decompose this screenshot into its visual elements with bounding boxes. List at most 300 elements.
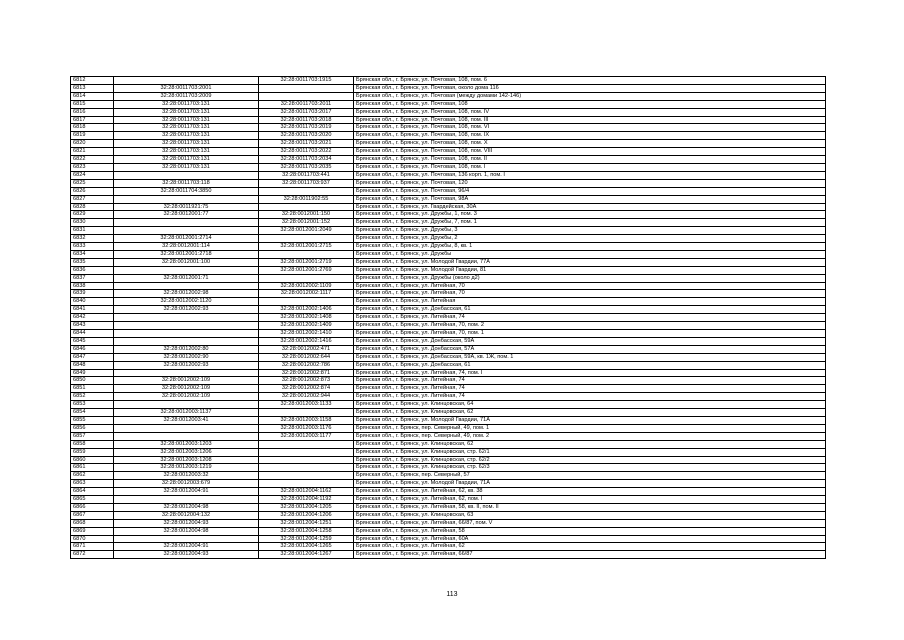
row-number-cell: 6849 (71, 369, 114, 377)
object-cadastral-cell: 32:28:0011703:2017 (259, 108, 354, 116)
object-cadastral-cell: 32:28:0011703:2022 (259, 148, 354, 156)
object-cadastral-cell (259, 203, 354, 211)
row-number-cell: 6828 (71, 203, 114, 211)
address-cell: Брянская обл., г. Брянск, ул. Литейная, 74, пом. I (354, 369, 826, 377)
row-number-cell: 6850 (71, 377, 114, 385)
row-number-cell: 6821 (71, 148, 114, 156)
object-cadastral-cell: 32:28:0012004:1205 (259, 503, 354, 511)
object-cadastral-cell: 32:28:0011703:2020 (259, 132, 354, 140)
land-plot-cadastral-cell: 32:28:0012001:71 (114, 274, 259, 282)
row-number-cell: 6865 (71, 496, 114, 504)
address-cell: Брянская обл., г. Брянск, пер. Северный, 49, пом. 2 (354, 432, 826, 440)
table-row (71, 171, 826, 179)
table-row (71, 361, 826, 369)
table-row (71, 203, 826, 211)
object-cadastral-cell: 32:28:0012003:1177 (259, 432, 354, 440)
row-number-cell: 6851 (71, 385, 114, 393)
object-cadastral-cell (259, 84, 354, 92)
address-cell: Брянская обл., г. Брянск, ул. Почтовая, 120 (354, 179, 826, 187)
address-cell: Брянская обл., г. Брянск, ул. Клинцовская, 62 (354, 409, 826, 417)
object-cadastral-cell: 32:28:0012004:1265 (259, 543, 354, 551)
row-number-cell: 6820 (71, 140, 114, 148)
address-cell: Брянская обл., г. Брянск, ул. Почтовая, 108, пом. 6 (354, 77, 826, 85)
row-number-cell: 6814 (71, 92, 114, 100)
object-cadastral-cell (259, 480, 354, 488)
address-cell: Брянская обл., г. Брянск, ул. Литейная, 62 (354, 543, 826, 551)
table-row (71, 519, 826, 527)
table-row (71, 77, 826, 85)
land-plot-cadastral-cell: 32:28:0011703:131 (114, 163, 259, 171)
address-cell: Брянская обл., г. Брянск, ул. Литейная, 70 (354, 290, 826, 298)
table-row (71, 282, 826, 290)
object-cadastral-cell: 32:28:0011703:1915 (259, 77, 354, 85)
address-cell: Брянская обл., г. Брянск, ул. Литейная, 74 (354, 393, 826, 401)
table-row (71, 496, 826, 504)
table-row (71, 266, 826, 274)
address-cell: Брянская обл., г. Брянск, ул. Литейная, 62, пом. I (354, 496, 826, 504)
table-row (71, 480, 826, 488)
page-number: 113 (446, 591, 458, 598)
table-row (71, 424, 826, 432)
object-cadastral-cell: 32:28:0012002:1117 (259, 290, 354, 298)
table-row (71, 535, 826, 543)
table-row (71, 345, 826, 353)
object-cadastral-cell: 32:28:0012003:1176 (259, 424, 354, 432)
land-plot-cadastral-cell: 32:28:0012004:98 (114, 503, 259, 511)
address-cell: Брянская обл., г. Брянск, ул. Почтовая, 108 (354, 100, 826, 108)
object-cadastral-cell: 32:28:0011902:55 (259, 195, 354, 203)
address-cell: Брянская обл., г. Брянск, ул. Почтовая, 108, пом. III (354, 116, 826, 124)
row-number-cell: 6838 (71, 282, 114, 290)
row-number-cell: 6813 (71, 84, 114, 92)
land-plot-cadastral-cell (114, 322, 259, 330)
land-plot-cadastral-cell: 32:28:0012001:2714 (114, 235, 259, 243)
address-cell: Брянская обл., г. Брянск, ул. Молодой Гвардии, 71А (354, 480, 826, 488)
address-cell: Брянская обл., г. Брянск, ул. Литейная, 62, кв. 38 (354, 488, 826, 496)
address-cell: Брянская обл., г. Брянск, ул. Почтовая, 98А (354, 195, 826, 203)
land-plot-cadastral-cell: 32:28:0012002:98 (114, 290, 259, 298)
land-plot-cadastral-cell: 32:28:0011703:131 (114, 124, 259, 132)
row-number-cell: 6855 (71, 416, 114, 424)
row-number-cell: 6830 (71, 219, 114, 227)
address-cell: Брянская обл., г. Брянск, ул. Молодой Гвардии, 71А (354, 416, 826, 424)
row-number-cell: 6868 (71, 519, 114, 527)
land-plot-cadastral-cell: 32:28:0012004:91 (114, 543, 259, 551)
table-row (71, 108, 826, 116)
land-plot-cadastral-cell: 32:28:0012002:109 (114, 385, 259, 393)
object-cadastral-cell: 32:28:0012002:1409 (259, 322, 354, 330)
object-cadastral-cell: 32:28:0012004:1206 (259, 511, 354, 519)
table-row (71, 100, 826, 108)
land-plot-cadastral-cell (114, 401, 259, 409)
row-number-cell: 6866 (71, 503, 114, 511)
object-cadastral-cell: 32:28:0012002:644 (259, 353, 354, 361)
object-cadastral-cell: 32:28:0012002:873 (259, 377, 354, 385)
table-row (71, 527, 826, 535)
object-cadastral-cell: 32:28:0012001:152 (259, 219, 354, 227)
land-plot-cadastral-cell: 32:28:0011703:131 (114, 100, 259, 108)
land-plot-cadastral-cell: 32:28:0012002:80 (114, 345, 259, 353)
address-cell: Брянская обл., г. Брянск, ул. Литейная, 74 (354, 314, 826, 322)
address-cell: Брянская обл., г. Брянск, ул. Почтовая, 108, пом. IV (354, 108, 826, 116)
address-cell: Брянская обл., г. Брянск, ул. Донбасская, 57А (354, 345, 826, 353)
object-cadastral-cell: 32:28:0012002:1406 (259, 306, 354, 314)
object-cadastral-cell (259, 464, 354, 472)
object-cadastral-cell: 32:28:0012002:1408 (259, 314, 354, 322)
row-number-cell: 6825 (71, 179, 114, 187)
land-plot-cadastral-cell: 32:28:0012002:109 (114, 393, 259, 401)
address-cell: Брянская обл., г. Брянск, ул. Донбасская, 59А (354, 337, 826, 345)
row-number-cell: 6862 (71, 472, 114, 480)
row-number-cell: 6831 (71, 227, 114, 235)
row-number-cell: 6826 (71, 187, 114, 195)
row-number-cell: 6856 (71, 424, 114, 432)
land-plot-cadastral-cell: 32:28:0011703:131 (114, 156, 259, 164)
address-cell: Брянская обл., г. Брянск, ул. Дружбы, 8, кв. 1 (354, 243, 826, 251)
object-cadastral-cell (259, 409, 354, 417)
land-plot-cadastral-cell: 32:28:0011703:131 (114, 108, 259, 116)
land-plot-cadastral-cell: 32:28:0012003:1206 (114, 448, 259, 456)
land-plot-cadastral-cell (114, 227, 259, 235)
address-cell: Брянская обл., г. Брянск, ул. Почтовая (между домами 142-146) (354, 92, 826, 100)
address-cell: Брянская обл., г. Брянск, ул. Донбасская, 61 (354, 306, 826, 314)
table-row (71, 401, 826, 409)
address-cell: Брянская обл., г. Брянск, ул. Клинцовская, стр. 62/1 (354, 448, 826, 456)
land-plot-cadastral-cell: 32:28:0011703:131 (114, 148, 259, 156)
row-number-cell: 6841 (71, 306, 114, 314)
address-cell: Брянская обл., г. Брянск, ул. Дружбы (354, 250, 826, 258)
object-cadastral-cell: 32:28:0012002:944 (259, 393, 354, 401)
object-cadastral-cell: 32:28:0011703:441 (259, 171, 354, 179)
object-cadastral-cell: 32:28:0012004:1259 (259, 535, 354, 543)
table-row (71, 511, 826, 519)
land-plot-cadastral-cell: 32:28:0011704:3850 (114, 187, 259, 195)
land-plot-cadastral-cell: 32:28:0012003:679 (114, 480, 259, 488)
row-number-cell: 6833 (71, 243, 114, 251)
object-cadastral-cell: 32:28:0012001:2049 (259, 227, 354, 235)
land-plot-cadastral-cell: 32:28:0012002:90 (114, 353, 259, 361)
table-row (71, 393, 826, 401)
object-cadastral-cell (259, 187, 354, 195)
table-row (71, 140, 826, 148)
row-number-cell: 6847 (71, 353, 114, 361)
table-row (71, 464, 826, 472)
table-row (71, 456, 826, 464)
row-number-cell: 6818 (71, 124, 114, 132)
address-cell: Брянская обл., г. Брянск, ул. Клинцовская, стр. 62/3 (354, 464, 826, 472)
table-row (71, 219, 826, 227)
address-cell: Брянская обл., г. Брянск, ул. Молодой Гвардии, 77А (354, 258, 826, 266)
table-row (71, 211, 826, 219)
row-number-cell: 6839 (71, 290, 114, 298)
land-plot-cadastral-cell: 32:28:0012001:114 (114, 243, 259, 251)
object-cadastral-cell: 32:28:0012001:2769 (259, 266, 354, 274)
address-cell: Брянская обл., г. Брянск, ул. Литейная, 74 (354, 377, 826, 385)
land-plot-cadastral-cell (114, 314, 259, 322)
row-number-cell: 6823 (71, 163, 114, 171)
object-cadastral-cell (259, 235, 354, 243)
object-cadastral-cell: 32:28:0012004:1267 (259, 551, 354, 559)
address-cell: Брянская обл., г. Брянск, ул. Дружбы, 2 (354, 235, 826, 243)
address-cell: Брянская обл., г. Брянск, ул. Почтовая, около дома 116 (354, 84, 826, 92)
row-number-cell: 6848 (71, 361, 114, 369)
object-cadastral-cell: 32:28:0012004:1162 (259, 488, 354, 496)
table-row (71, 84, 826, 92)
table-row (71, 179, 826, 187)
land-plot-cadastral-cell (114, 369, 259, 377)
table-row (71, 551, 826, 559)
row-number-cell: 6853 (71, 401, 114, 409)
address-cell: Брянская обл., г. Брянск, ул. Дружбы, 1, пом. 3 (354, 211, 826, 219)
object-cadastral-cell: 32:28:0012004:1192 (259, 496, 354, 504)
address-cell: Брянская обл., г. Брянск, ул. Почтовая, 136 корп. 1, пом. I (354, 171, 826, 179)
object-cadastral-cell: 32:28:0012001:2715 (259, 243, 354, 251)
row-number-cell: 6872 (71, 551, 114, 559)
registry-table (70, 76, 826, 559)
row-number-cell: 6863 (71, 480, 114, 488)
row-number-cell: 6845 (71, 337, 114, 345)
object-cadastral-cell (259, 250, 354, 258)
object-cadastral-cell: 32:28:0011703:2019 (259, 124, 354, 132)
land-plot-cadastral-cell: 32:28:0011703:118 (114, 179, 259, 187)
row-number-cell: 6832 (71, 235, 114, 243)
registry-table-body (71, 77, 826, 559)
row-number-cell: 6840 (71, 298, 114, 306)
table-row (71, 250, 826, 258)
address-cell: Брянская обл., г. Брянск, ул. Литейная, 70, пом. 2 (354, 322, 826, 330)
table-row (71, 235, 826, 243)
row-number-cell: 6871 (71, 543, 114, 551)
table-row (71, 298, 826, 306)
row-number-cell: 6867 (71, 511, 114, 519)
row-number-cell: 6835 (71, 258, 114, 266)
table-row (71, 322, 826, 330)
object-cadastral-cell (259, 298, 354, 306)
table-row (71, 503, 826, 511)
land-plot-cadastral-cell: 32:28:0012002:93 (114, 306, 259, 314)
row-number-cell: 6843 (71, 322, 114, 330)
row-number-cell: 6844 (71, 330, 114, 338)
table-row (71, 432, 826, 440)
object-cadastral-cell (259, 448, 354, 456)
object-cadastral-cell: 32:28:0012002:874 (259, 385, 354, 393)
land-plot-cadastral-cell: 32:28:0012003:1219 (114, 464, 259, 472)
table-row (71, 274, 826, 282)
address-cell: Брянская обл., г. Брянск, ул. Литейная, 58 (354, 527, 826, 535)
row-number-cell: 6836 (71, 266, 114, 274)
row-number-cell: 6864 (71, 488, 114, 496)
land-plot-cadastral-cell (114, 171, 259, 179)
address-cell: Брянская обл., г. Брянск, ул. Дружбы (около д2) (354, 274, 826, 282)
table-row (71, 369, 826, 377)
object-cadastral-cell: 32:28:0012002:1416 (259, 337, 354, 345)
land-plot-cadastral-cell (114, 535, 259, 543)
row-number-cell: 6854 (71, 409, 114, 417)
row-number-cell: 6859 (71, 448, 114, 456)
address-cell: Брянская обл., г. Брянск, ул. Клинцовская, 63 (354, 511, 826, 519)
object-cadastral-cell: 32:28:0012002:471 (259, 345, 354, 353)
table-row (71, 124, 826, 132)
land-plot-cadastral-cell: 32:28:0012004:93 (114, 519, 259, 527)
table-row (71, 290, 826, 298)
object-cadastral-cell: 32:28:0012001:150 (259, 211, 354, 219)
object-cadastral-cell: 32:28:0011703:937 (259, 179, 354, 187)
table-row (71, 163, 826, 171)
address-cell: Брянская обл., г. Брянск, ул. Литейная, 70 (354, 282, 826, 290)
object-cadastral-cell: 32:28:0012003:1158 (259, 416, 354, 424)
address-cell: Брянская обл., г. Брянск, ул. Почтовая, 96/4 (354, 187, 826, 195)
address-cell: Брянская обл., г. Брянск, ул. Почтовая, 108, пом. IX (354, 132, 826, 140)
object-cadastral-cell: 32:28:0011703:2034 (259, 156, 354, 164)
object-cadastral-cell: 32:28:0012002:1109 (259, 282, 354, 290)
address-cell: Брянская обл., г. Брянск, ул. Литейная (354, 298, 826, 306)
address-cell: Брянская обл., г. Брянск, ул. Литейная, 58, кв. II, пом. II (354, 503, 826, 511)
land-plot-cadastral-cell: 32:28:0012004:132 (114, 511, 259, 519)
land-plot-cadastral-cell (114, 424, 259, 432)
address-cell: Брянская обл., г. Брянск, ул. Литейная, 66/87 (354, 551, 826, 559)
row-number-cell: 6861 (71, 464, 114, 472)
row-number-cell: 6824 (71, 171, 114, 179)
land-plot-cadastral-cell: 32:28:0012004:98 (114, 527, 259, 535)
table-row (71, 488, 826, 496)
row-number-cell: 6822 (71, 156, 114, 164)
object-cadastral-cell: 32:28:0012004:1251 (259, 519, 354, 527)
address-cell: Брянская обл., г. Брянск, пер. Северный, 57 (354, 472, 826, 480)
land-plot-cadastral-cell: 32:28:0011703:2009 (114, 92, 259, 100)
table-row (71, 92, 826, 100)
table-row (71, 243, 826, 251)
land-plot-cadastral-cell (114, 330, 259, 338)
land-plot-cadastral-cell (114, 266, 259, 274)
address-cell: Брянская обл., г. Брянск, ул. Дружбы, 7, пом. 1 (354, 219, 826, 227)
land-plot-cadastral-cell: 32:28:0011703:131 (114, 116, 259, 124)
land-plot-cadastral-cell (114, 77, 259, 85)
row-number-cell: 6837 (71, 274, 114, 282)
land-plot-cadastral-cell: 32:28:0012001:2718 (114, 250, 259, 258)
address-cell: Брянская обл., г. Брянск, ул. Почтовая, 108, пом. X (354, 140, 826, 148)
address-cell: Брянская обл., г. Брянск, ул. Почтовая, 108, пом. VI (354, 124, 826, 132)
table-row (71, 448, 826, 456)
table-row (71, 472, 826, 480)
address-cell: Брянская обл., г. Брянск, ул. Почтовая, 108, пом. VIII (354, 148, 826, 156)
land-plot-cadastral-cell: 32:28:0012004:91 (114, 488, 259, 496)
row-number-cell: 6858 (71, 440, 114, 448)
table-row (71, 416, 826, 424)
table-row (71, 314, 826, 322)
row-number-cell: 6842 (71, 314, 114, 322)
object-cadastral-cell: 32:28:0011703:2018 (259, 116, 354, 124)
land-plot-cadastral-cell: 32:28:0012001:100 (114, 258, 259, 266)
row-number-cell: 6815 (71, 100, 114, 108)
row-number-cell: 6827 (71, 195, 114, 203)
row-number-cell: 6869 (71, 527, 114, 535)
table-row (71, 116, 826, 124)
land-plot-cadastral-cell (114, 219, 259, 227)
land-plot-cadastral-cell: 32:28:0012002:93 (114, 361, 259, 369)
object-cadastral-cell (259, 440, 354, 448)
land-plot-cadastral-cell (114, 282, 259, 290)
address-cell: Брянская обл., г. Брянск, ул. Молодой Гвардии, 81 (354, 266, 826, 274)
table-row (71, 543, 826, 551)
address-cell: Брянская обл., г. Брянск, ул. Литейная, 70, пом. 1 (354, 330, 826, 338)
land-plot-cadastral-cell: 32:28:0011703:131 (114, 132, 259, 140)
object-cadastral-cell: 32:28:0012002:871 (259, 369, 354, 377)
row-number-cell: 6812 (71, 77, 114, 85)
object-cadastral-cell: 32:28:0011703:2011 (259, 100, 354, 108)
object-cadastral-cell (259, 92, 354, 100)
table-row (71, 337, 826, 345)
row-number-cell: 6816 (71, 108, 114, 116)
object-cadastral-cell (259, 472, 354, 480)
address-cell: Брянская обл., г. Брянск, ул. Клинцовская, 62 (354, 440, 826, 448)
address-cell: Брянская обл., г. Брянск, ул. Дружбы, 3 (354, 227, 826, 235)
table-row (71, 330, 826, 338)
address-cell: Брянская обл., г. Брянск, ул. Донбасская, 61 (354, 361, 826, 369)
row-number-cell: 6817 (71, 116, 114, 124)
table-row (71, 306, 826, 314)
land-plot-cadastral-cell (114, 432, 259, 440)
row-number-cell: 6834 (71, 250, 114, 258)
object-cadastral-cell: 32:28:0012002:1410 (259, 330, 354, 338)
table-row (71, 353, 826, 361)
object-cadastral-cell: 32:28:0012001:2719 (259, 258, 354, 266)
table-row (71, 195, 826, 203)
row-number-cell: 6829 (71, 211, 114, 219)
table-row (71, 148, 826, 156)
row-number-cell: 6857 (71, 432, 114, 440)
table-row (71, 440, 826, 448)
table-row (71, 258, 826, 266)
land-plot-cadastral-cell: 32:28:0012003:41 (114, 416, 259, 424)
land-plot-cadastral-cell (114, 195, 259, 203)
land-plot-cadastral-cell: 32:28:0012003:1203 (114, 440, 259, 448)
address-cell: Брянская обл., г. Брянск, ул. Донбасская, 59А, кв. 1Ж, пом. 1 (354, 353, 826, 361)
address-cell: Брянская обл., г. Брянск, ул. Клинцовская, 64 (354, 401, 826, 409)
address-cell: Брянская обл., г. Брянск, ул. Гвардейская, 30А (354, 203, 826, 211)
land-plot-cadastral-cell: 32:28:0011703:2001 (114, 84, 259, 92)
row-number-cell: 6846 (71, 345, 114, 353)
address-cell: Брянская обл., г. Брянск, ул. Литейная, 60А (354, 535, 826, 543)
table-row (71, 385, 826, 393)
address-cell: Брянская обл., г. Брянск, ул. Литейная, 74 (354, 385, 826, 393)
address-cell: Брянская обл., г. Брянск, ул. Почтовая, 108, пом. I (354, 163, 826, 171)
object-cadastral-cell: 32:28:0011703:2021 (259, 140, 354, 148)
object-cadastral-cell: 32:28:0012002:786 (259, 361, 354, 369)
row-number-cell: 6852 (71, 393, 114, 401)
address-cell: Брянская обл., г. Брянск, ул. Литейная, 66/87, пом. V (354, 519, 826, 527)
land-plot-cadastral-cell: 32:28:0012003:32 (114, 472, 259, 480)
land-plot-cadastral-cell: 32:28:0012003:1208 (114, 456, 259, 464)
land-plot-cadastral-cell: 32:28:0011703:131 (114, 140, 259, 148)
land-plot-cadastral-cell: 32:28:0012002:1120 (114, 298, 259, 306)
row-number-cell: 6860 (71, 456, 114, 464)
address-cell: Брянская обл., г. Брянск, пер. Северный, 49, пом. 1 (354, 424, 826, 432)
row-number-cell: 6870 (71, 535, 114, 543)
land-plot-cadastral-cell (114, 337, 259, 345)
address-cell: Брянская обл., г. Брянск, ул. Почтовая, 108, пом. II (354, 156, 826, 164)
object-cadastral-cell: 32:28:0011703:2035 (259, 163, 354, 171)
land-plot-cadastral-cell: 32:28:0012003:1137 (114, 409, 259, 417)
object-cadastral-cell: 32:28:0012003:1133 (259, 401, 354, 409)
object-cadastral-cell (259, 456, 354, 464)
object-cadastral-cell: 32:28:0012004:1258 (259, 527, 354, 535)
address-cell: Брянская обл., г. Брянск, ул. Клинцовская, стр. 62/2 (354, 456, 826, 464)
row-number-cell: 6819 (71, 132, 114, 140)
table-row (71, 377, 826, 385)
table-row (71, 409, 826, 417)
table-row (71, 156, 826, 164)
land-plot-cadastral-cell (114, 496, 259, 504)
